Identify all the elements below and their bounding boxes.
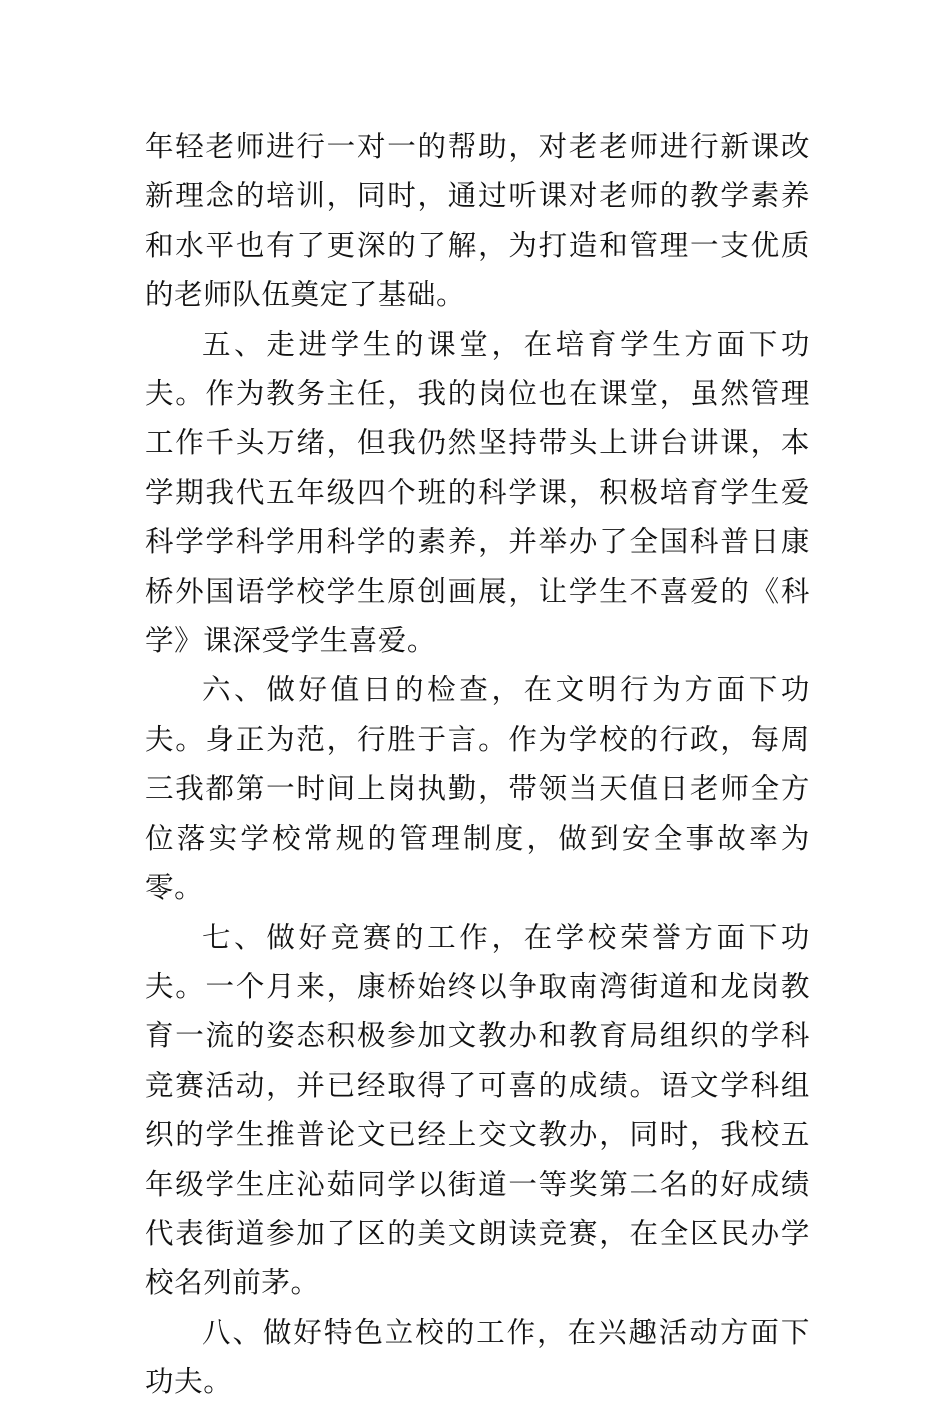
paragraph-continued: 年轻老师进行一对一的帮助，对老老师进行新课改新理念的培训，同时，通过听课对老师的教学素养和水平也有了更深的了解，为打造和管理一支优质的老师队伍奠定了基础。	[145, 130, 810, 312]
paragraph-section-five: 五、走进学生的课堂，在培育学生方面下功夫。作为教务主任，我的岗位也在课堂，虽然管理工作千头万绪，但我仍然坚持带头上讲台讲课，本学期我代五年级四个班的科学课，积极培育学生爱科学学科学用科学的素养，并举办了全国科普日康桥外国语学校学生原创画展，让学生不喜爱的《科学》课深受学生喜爱。	[145, 327, 810, 658]
paragraph-section-eight: 八、做好特色立校的工作，在兴趣活动方面下功夫。	[145, 1315, 810, 1399]
paragraph-section-seven: 七、做好竞赛的工作，在学校荣誉方面下功夫。一个月来，康桥始终以争取南湾街道和龙岗教育一流的姿态积极参加文教办和教育局组织的学科竞赛活动，并已经取得了可喜的成绩。语文学科组织的学生推普论文已经上交文教办，同时，我校五年级学生庄沁茹同学以街道一等奖第二名的好成绩代表街道参加了区的美文朗读竞赛，在全区民办学校名列前茅。	[145, 920, 810, 1300]
paragraph-section-six: 六、做好值日的检查，在文明行为方面下功夫。身正为范，行胜于言。作为学校的行政，每周三我都第一时间上岗执勤，带领当天值日老师全方位落实学校常规的管理制度，做到安全事故率为零。	[145, 673, 810, 905]
document-page	[145, 122, 810, 1407]
